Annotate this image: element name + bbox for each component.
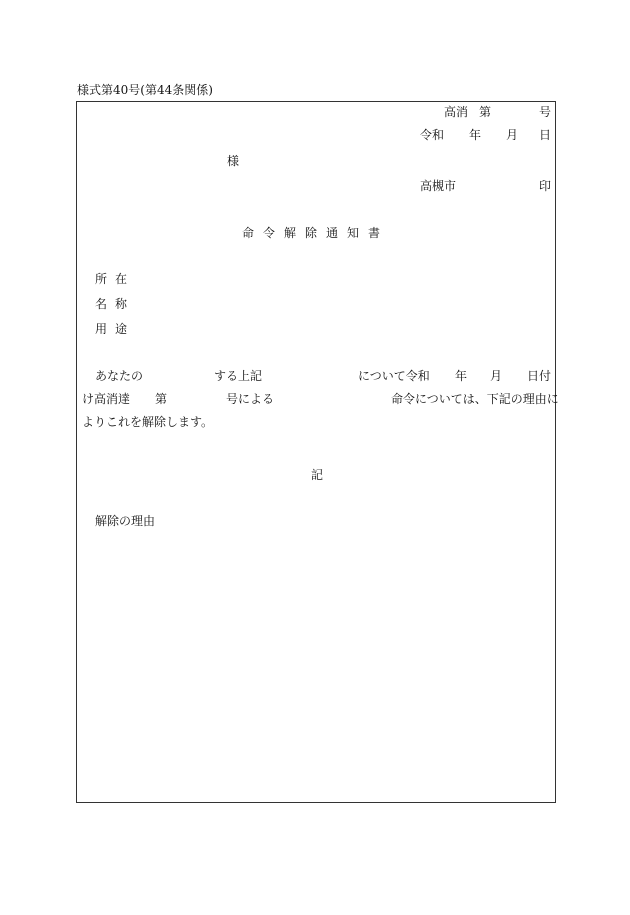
body-l2-dai: 第 — [155, 392, 168, 406]
date-day: 日 — [539, 128, 552, 142]
docno-gou: 号 — [539, 105, 552, 119]
seal: 印 — [539, 179, 552, 193]
addressee-sama: 様 — [227, 154, 240, 168]
body-l1-year: 年 — [455, 369, 468, 383]
document-frame — [76, 101, 556, 803]
field-use: 用途 — [95, 322, 136, 336]
body-l1-day: 日付 — [527, 369, 552, 383]
docno-prefix: 高消 — [444, 105, 469, 119]
body-l1-b: する上記 — [214, 369, 263, 383]
field-location: 所在 — [95, 272, 136, 286]
ki-heading: 記 — [311, 468, 324, 482]
date-month: 月 — [506, 128, 519, 142]
date-year: 年 — [469, 128, 482, 142]
body-l2-b: 号による — [226, 392, 275, 406]
date-era: 令和 — [420, 128, 445, 142]
field-name: 名称 — [95, 297, 136, 311]
body-l1-month: 月 — [490, 369, 503, 383]
body-l2-c: 命令については、下記の理由に — [391, 392, 559, 406]
issuer: 高槻市 — [420, 179, 457, 193]
body-l1-c: について令和 — [358, 369, 430, 383]
body-l3: よりこれを解除します。 — [82, 415, 214, 429]
form-number: 様式第40号(第44条関係) — [77, 83, 213, 97]
body-l1-a: あなたの — [95, 369, 144, 383]
reason-label: 解除の理由 — [95, 514, 156, 528]
docno-dai: 第 — [479, 105, 492, 119]
body-l2-a: け高消達 — [82, 392, 131, 406]
document-title: 命令解除通知書 — [242, 226, 390, 240]
